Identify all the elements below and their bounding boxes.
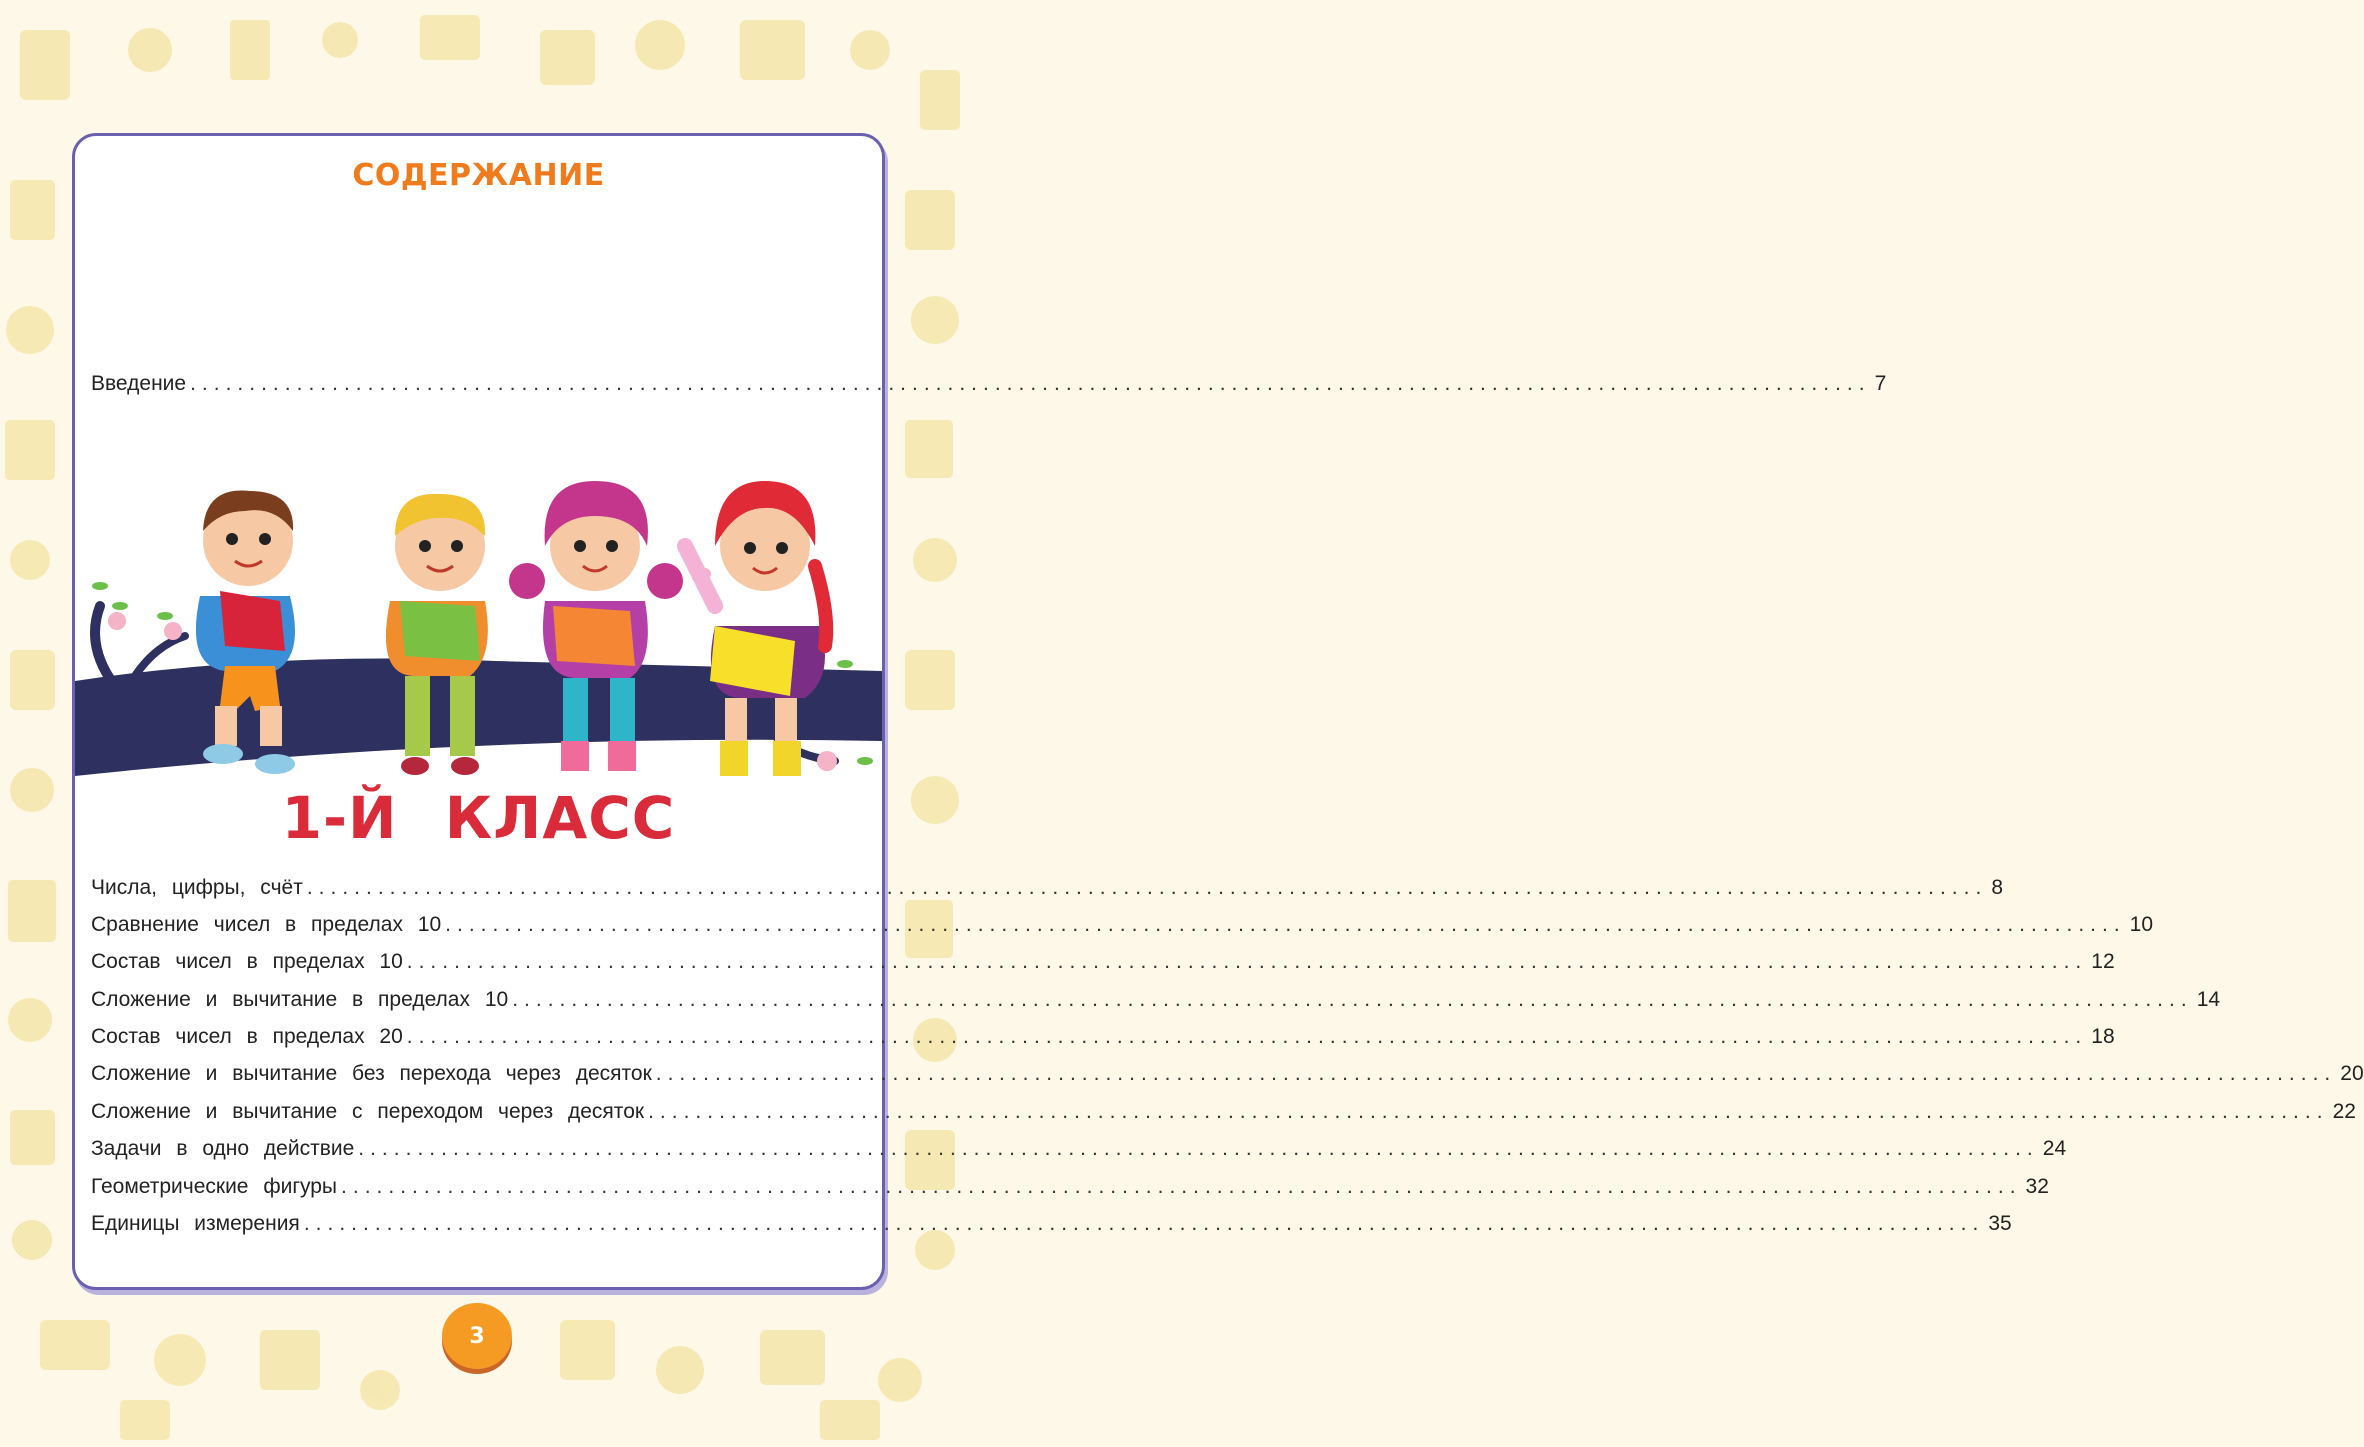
- toc-entry-page: 20: [2340, 1062, 2364, 1085]
- toc-entry[interactable]: [91, 876, 2003, 900]
- toc-leader-dots: ..............................................................................................................................................: [303, 1212, 1985, 1235]
- toc-leader-dots: ..............................................................................................................................................: [512, 988, 2193, 1011]
- toc-entry-page: 10: [2129, 913, 2154, 936]
- toc-entry[interactable]: [91, 988, 2221, 1012]
- content-card: [72, 133, 2364, 1290]
- toc-entry[interactable]: [91, 950, 2115, 974]
- children-reading-illustration: [75, 436, 882, 796]
- toc-entry-label: Состав чисел в пределах 20: [91, 1025, 403, 1048]
- toc-entry-label: Сложение и вычитание без перехода через десяток: [91, 1062, 652, 1085]
- page-number: 3: [469, 1323, 485, 1349]
- toc-entry-label: Состав чисел в пределах 10: [91, 950, 403, 973]
- toc-entry[interactable]: [91, 1025, 2115, 1049]
- toc-entry[interactable]: [91, 913, 2154, 937]
- toc-entry-label: Геометрические фигуры: [91, 1175, 338, 1198]
- toc-entry-page: 8: [1991, 876, 2003, 899]
- toc-leader-dots: ..............................................................................................................................................: [306, 876, 1988, 899]
- page-title: СОДЕРЖАНИЕ: [352, 158, 605, 193]
- toc-entry-label: Задачи в одно действие: [91, 1137, 355, 1160]
- toc-entry-page: 24: [2042, 1137, 2067, 1160]
- toc-leader-dots: ..............................................................................................................................................: [358, 1137, 2039, 1160]
- toc-entry[interactable]: [91, 1212, 2012, 1236]
- toc-leader-dots: ..............................................................................................................................................: [406, 950, 2088, 973]
- toc-leader-dots: ..............................................................................................................................................: [648, 1100, 2329, 1123]
- toc-entry-page: 18: [2091, 1025, 2115, 1048]
- toc-entry-label: Введение: [91, 372, 187, 395]
- toc-leader-dots: ..............................................................................................................................................: [190, 372, 1871, 395]
- toc-entry[interactable]: [91, 1137, 2067, 1161]
- toc-entry-intro[interactable]: [91, 372, 1887, 396]
- toc-entry-page: 32: [2025, 1175, 2049, 1198]
- toc-entry[interactable]: [91, 1100, 2356, 1124]
- toc-leader-dots: ..............................................................................................................................................: [655, 1062, 2337, 1085]
- toc-entry-page: 7: [1874, 372, 1887, 395]
- toc-entry-label: Сложение и вычитание в пределах 10: [91, 988, 509, 1011]
- toc-leader-dots: ..............................................................................................................................................: [406, 1025, 2088, 1048]
- toc-entry[interactable]: [91, 1062, 2364, 1086]
- toc-entry-page: 12: [2091, 950, 2115, 973]
- toc-entry-label: Числа, цифры, счёт: [91, 876, 303, 899]
- toc-entry-label: Единицы измерения: [91, 1212, 300, 1235]
- toc-entry-page: 35: [1988, 1212, 2012, 1235]
- grade-heading: 1-Й КЛАСС: [281, 784, 676, 852]
- toc-entry-page: 22: [2332, 1100, 2356, 1123]
- toc-entry-label: Сложение и вычитание с переходом через десяток: [91, 1100, 645, 1123]
- toc-entry-page: 14: [2196, 988, 2221, 1011]
- page-number-badge: [442, 1303, 512, 1369]
- toc-entry-label: Сравнение чисел в пределах 10: [91, 913, 442, 936]
- toc-entry[interactable]: [91, 1175, 2049, 1199]
- toc-leader-dots: ..............................................................................................................................................: [445, 913, 2126, 936]
- toc-leader-dots: ..............................................................................................................................................: [341, 1175, 2022, 1198]
